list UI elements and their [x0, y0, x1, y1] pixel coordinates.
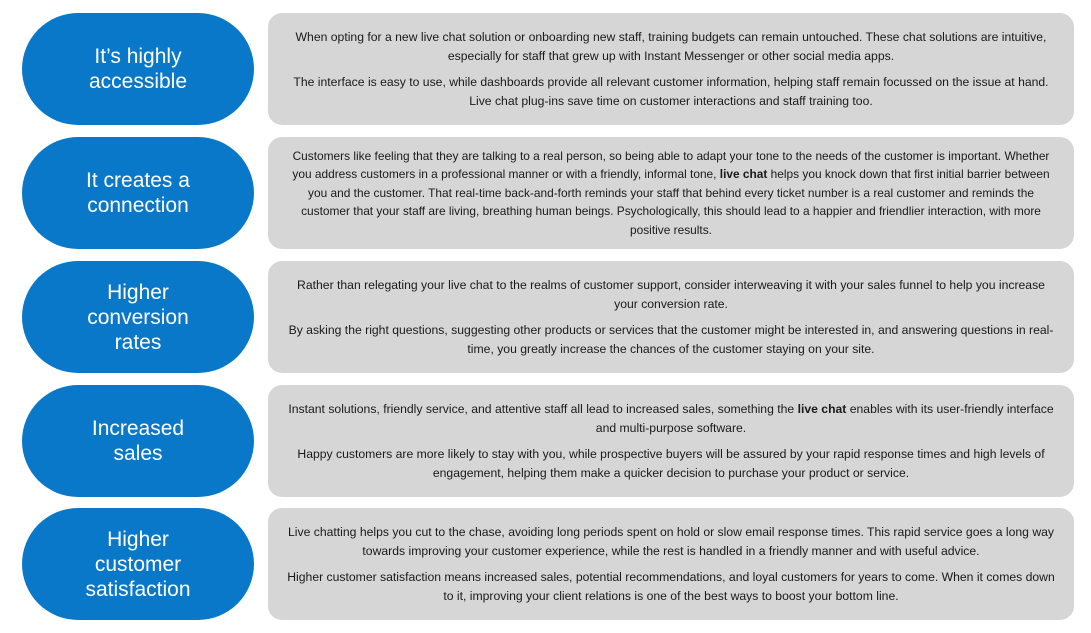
- pill-connection: It creates a connection: [22, 137, 254, 249]
- bold-term: live chat: [797, 401, 847, 416]
- description-paragraph: By asking the right questions, suggesting other products or services that the customer might be interested in, and answering questions in real-time, you greatly increase the chances of the customer staying on your site.: [288, 322, 1054, 356]
- description-paragraph: [284, 147, 1058, 240]
- description-box-accessible: [268, 13, 1074, 125]
- description-box-sales: [268, 385, 1074, 497]
- row-satisfaction: [22, 508, 1074, 620]
- text-segment: Instant solutions, friendly service, and attentive staff all lead to increased sales, something the: [288, 401, 798, 416]
- pill-conversion: Higher conversion rates: [22, 261, 254, 373]
- row-sales: [22, 385, 1074, 497]
- description-paragraph: The interface is easy to use, while dashboards provide all relevant customer information, helping staff remain focussed on the issue at hand. Live chat plug-ins save time on customer interactions and staff training too.: [293, 74, 1049, 108]
- description-box-conversion: [268, 261, 1074, 373]
- description-paragraph: Rather than relegating your live chat to the realms of customer support, consider interweaving it with your sales funnel to help you increase your conversion rate.: [297, 277, 1045, 311]
- bold-term: live chat: [719, 167, 768, 182]
- pill-sales: Increased sales: [22, 385, 254, 497]
- description-paragraph: [284, 400, 1058, 438]
- row-conversion: [22, 261, 1074, 373]
- description-paragraph: Higher customer satisfaction means increased sales, potential recommendations, and loyal customers for years to come. When it comes down to it, improving your client relations is one of the best ways to boost your bottom line.: [287, 569, 1055, 603]
- description-box-connection: [268, 137, 1074, 249]
- pill-satisfaction: Higher customer satisfaction: [22, 508, 254, 620]
- row-connection: [22, 137, 1074, 249]
- text-segment: helps you knock down that first initial barrier between you and the customer. That real-time back-and-forth reminds your staff that behind every ticket number is a real customer and reminds the customer that your staff are living, breathing human beings. Psychologically, this should lead to a happier and friendlier interaction, with more positive results.: [301, 167, 1050, 237]
- pill-accessible: It’s highly accessible: [22, 13, 254, 125]
- row-accessible: [22, 13, 1074, 125]
- text-segment: enables with its user-friendly interface and multi-purpose software.: [595, 401, 1054, 435]
- description-paragraph: When opting for a new live chat solution or onboarding new staff, training budgets can remain untouched. These chat solutions are intuitive, especially for staff that grew up with Instant Messenger or other social media apps.: [295, 29, 1047, 63]
- description-paragraph: Live chatting helps you cut to the chase, avoiding long periods spent on hold or slow email response times. This rapid service goes a long way towards improving your customer experience, while the rest is handled in a friendly manner and with useful advice.: [288, 524, 1054, 558]
- description-box-satisfaction: [268, 508, 1074, 620]
- text-segment: Customers like feeling that they are talking to a real person, so being able to adapt your tone to the needs of the customer is important. Whether you address customers in a professional manner or with a friendly, informal tone,: [292, 148, 1050, 182]
- description-paragraph: Happy customers are more likely to stay with you, while prospective buyers will be assured by your rapid response times and high levels of engagement, helping them make a quicker decision to purchase your product or service.: [297, 446, 1045, 480]
